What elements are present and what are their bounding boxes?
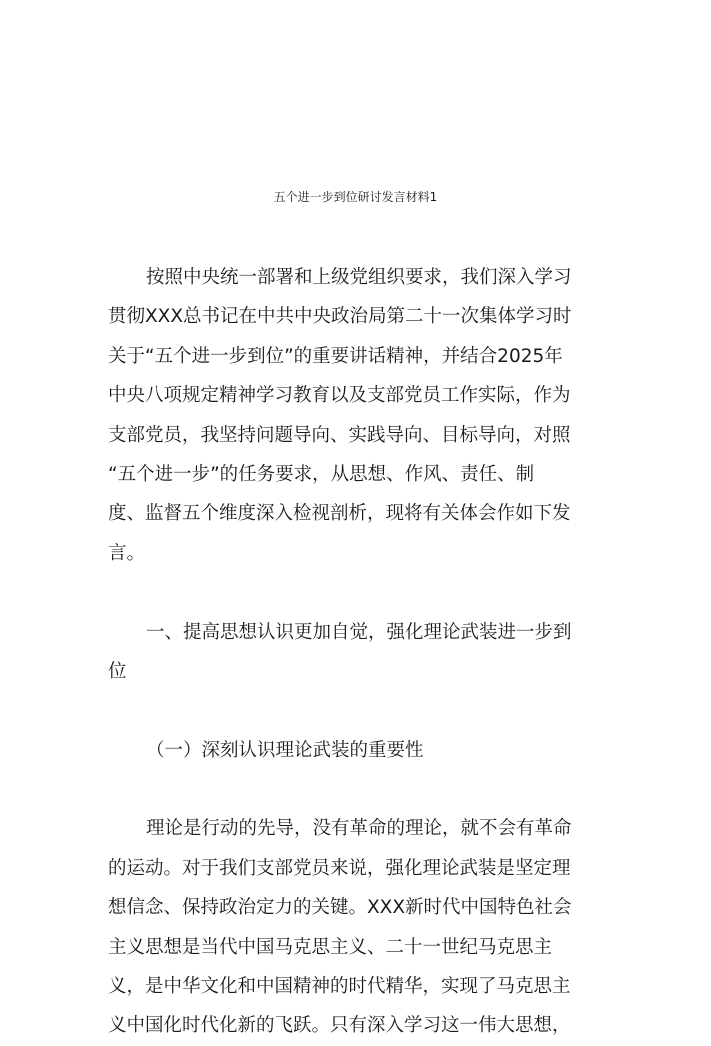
intro-paragraph <box>108 258 608 573</box>
paragraph-gap <box>108 573 608 612</box>
body-line: 义，是中华文化和中国精神的时代精华，实现了马克思主 <box>108 976 571 998</box>
intro-line: 中央八项规定精神学习教育以及支部党员工作实际，作为 <box>108 385 571 407</box>
section-heading-line: 一、提高思想认识更加自觉，强化理论武装进一步到 <box>146 621 572 643</box>
body-line: 义中国化时代化新的飞跃。只有深入学习这一伟大思想， <box>108 1015 571 1037</box>
paragraph-gap <box>108 770 608 809</box>
document-title: 五个进一步到位研讨发言材料1 <box>273 190 438 204</box>
intro-line: “五个进一步”的任务要求，从思想、作风、责任、制 <box>108 463 535 485</box>
paragraph-gap <box>108 691 608 730</box>
section-heading-line: 位 <box>108 660 127 682</box>
body-line: 主义思想是当代中国马克思主义、二十一世纪马克思主 <box>108 936 553 958</box>
body-paragraph <box>108 809 608 1045</box>
subsection-heading: （一）深刻认识理论武装的重要性 <box>146 739 424 761</box>
body-line: 想信念、保持政治定力的关键。XXX新时代中国特色社会 <box>108 897 572 919</box>
intro-line: 支部党员，我坚持问题导向、实践导向、目标导向，对照 <box>108 424 571 446</box>
document-body <box>108 258 608 1046</box>
body-line: 理论是行动的先导，没有革命的理论，就不会有革命 <box>146 818 572 840</box>
body-line: 的运动。对于我们支部党员来说，强化理论武装是坚定理 <box>108 857 571 879</box>
intro-line: 按照中央统一部署和上级党组织要求，我们深入学习 <box>146 267 572 288</box>
intro-line: 度、监督五个维度深入检视剖析，现将有关体会作如下发 <box>108 503 571 525</box>
intro-line: 贯彻XXX总书记在中共中央政治局第二十一次集体学习时 <box>108 306 572 328</box>
section-heading-1 <box>108 613 608 692</box>
intro-line: 关于“五个进一步到位”的重要讲话精神，并结合2025年 <box>108 345 563 367</box>
intro-line: 言。 <box>108 542 146 564</box>
